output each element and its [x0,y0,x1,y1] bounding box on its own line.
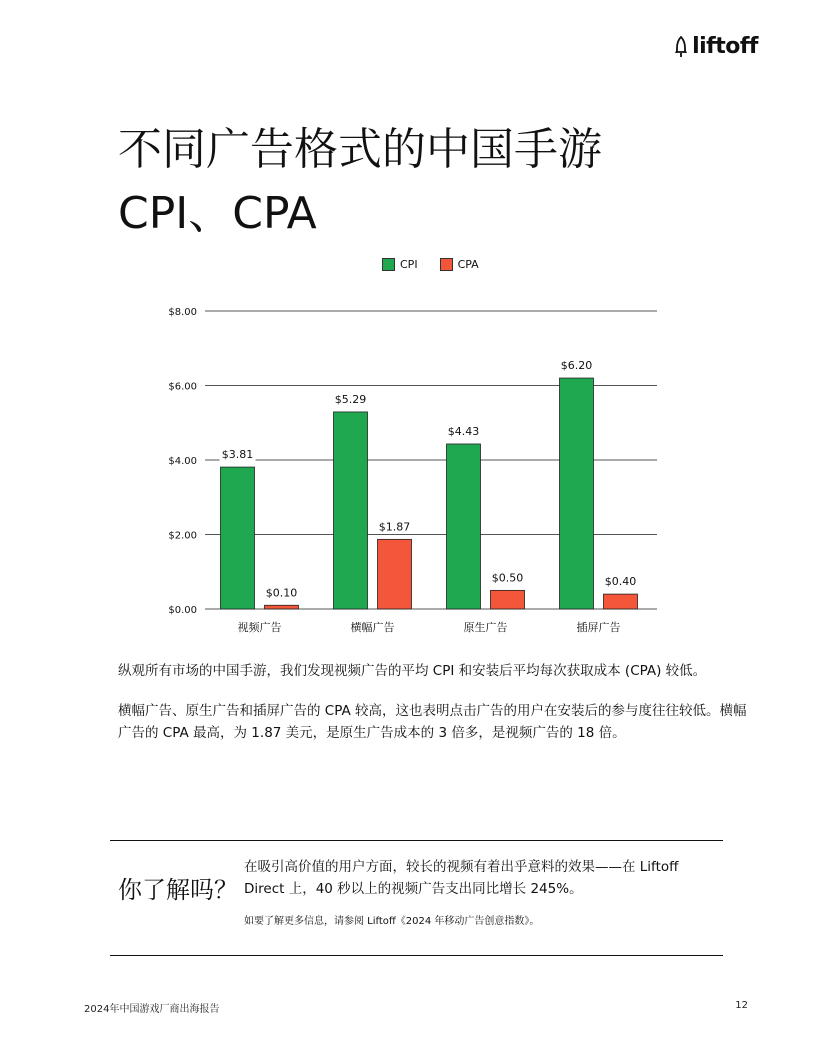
x-tick-label: 原生广告 [463,621,508,634]
data-label: $0.40 [604,575,637,589]
y-tick-label: $6.00 [168,381,197,393]
y-tick-label: $2.00 [168,530,197,542]
callout-top-divider [110,840,723,841]
data-label: $3.81 [221,448,254,462]
data-label: $0.10 [265,586,298,600]
bar-cpa [491,590,525,609]
callout-bottom-divider [110,955,723,956]
data-label: $1.87 [378,520,411,534]
callout-note: 如要了解更多信息，请参阅 Liftoff《2024 年移动广告创意指数》。 [244,916,540,927]
footer-page-number: 12 [735,1000,748,1011]
bar-cpa [604,594,638,609]
title-line-2: CPI、CPA [118,188,317,239]
bar-cpi [447,444,481,609]
body-paragraph-1: 纵观所有市场的中国手游，我们发现视频广告的平均 CPI 和安装后平均每次获取成本 (CPA) 较低。 [118,663,707,679]
data-label: $4.43 [447,424,480,438]
callout-text: 在吸引高价值的用户方面，较长的视频有着出乎意料的效果——在 Liftoff Direct 上，40 秒以上的视频广告支出同比增长 245%。 [244,859,679,897]
bar-cpa [378,539,412,609]
y-tick-label: $4.00 [168,456,197,467]
bar-cpa [265,605,299,609]
footer-report-title: 2024年中国游戏厂商出海报告 [84,1004,220,1015]
logo-text: liftoff [692,34,758,59]
callout-heading: 你了解吗？ [118,876,238,904]
y-tick-label: $0.00 [168,605,197,616]
data-label: $5.29 [334,392,367,406]
x-tick-label: 横幅广告 [350,621,395,634]
bar-cpi [334,412,368,609]
bar-cpi [221,467,255,609]
body-paragraph-2: 横幅广告、原生广告和插屏广告的 CPA 较高，这也表明点击广告的用户在安装后的参与度往往较低。横幅广告的 CPA 最高，为 1.87 美元，是原生广告成本的 3 倍多，是视频广告的 18 倍。 [118,703,747,741]
y-tick-label: $8.00 [168,307,197,318]
legend-label-cpa: CPA [457,258,479,271]
data-label: $6.20 [560,359,593,373]
data-label: $0.50 [491,571,524,585]
x-tick-label: 视频广告 [237,621,282,634]
legend-label-cpi: CPI [400,258,418,271]
x-tick-label: 插屏广告 [576,621,621,634]
title-line-1: 不同广告格式的中国手游 [118,124,602,175]
bar-cpi [560,378,594,609]
